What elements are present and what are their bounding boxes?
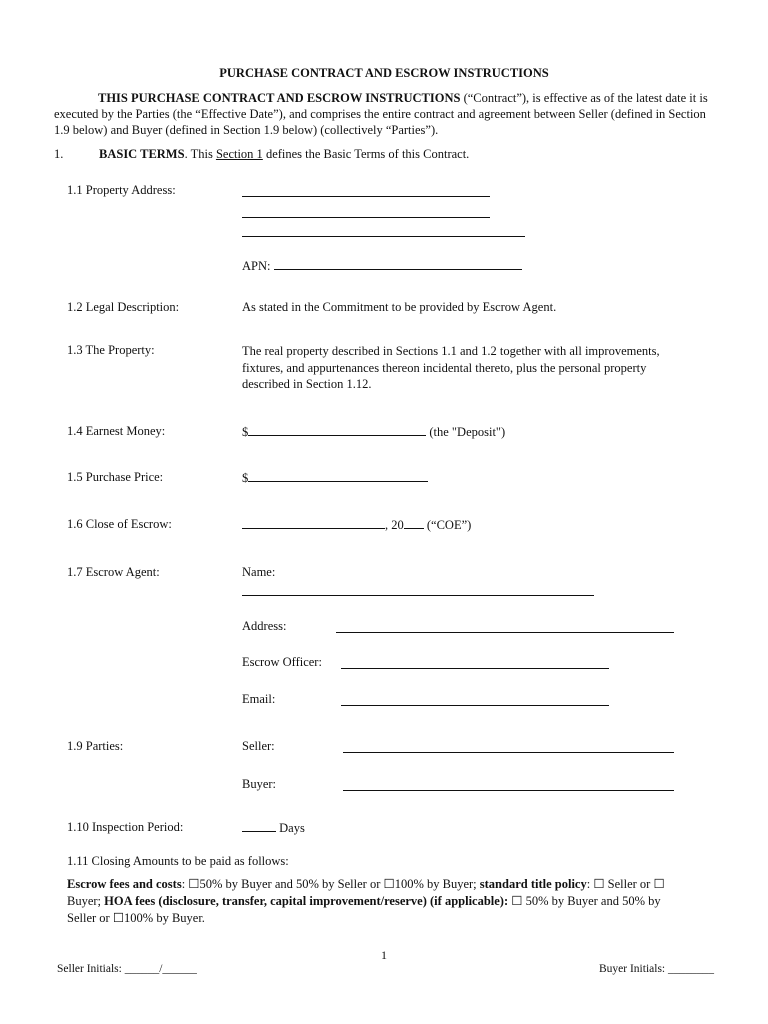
purchase-price-label: 1.5 Purchase Price:	[67, 470, 164, 484]
the-property-label: 1.3 The Property:	[67, 343, 155, 357]
close-of-escrow-year-field[interactable]	[404, 517, 424, 529]
section-1-heading: BASIC TERMS	[99, 147, 185, 161]
title-policy-text: : ☐ Seller or ☐ Buyer;	[67, 877, 665, 908]
buyer-initials[interactable]: Buyer Initials: ________	[599, 963, 714, 975]
escrow-fees-text: : ☐50% by Buyer and 50% by Seller or ☐100% by Buyer;	[181, 877, 480, 891]
hoa-fees-text: ☐ 50% by Buyer and 50% by Seller or ☐100% by Buyer.	[67, 894, 661, 925]
close-of-escrow-suffix: (“COE”)	[426, 518, 472, 532]
parties-label: 1.9 Parties:	[67, 739, 124, 753]
page-number: 1	[381, 948, 387, 962]
escrow-officer-label: Escrow Officer:	[242, 655, 322, 669]
seller-initials[interactable]: Seller Initials: ______/______	[57, 963, 197, 975]
purchase-price-field[interactable]	[248, 470, 428, 482]
escrow-agent-name-label: Name:	[242, 565, 276, 579]
the-property-value: The real property described in Sections 1.1 and 1.2 together with all improvements, fixtures, and appurtenances thereon incidental thereto, plus the personal property described in Section 1.12.	[242, 344, 660, 391]
inspection-period-label: 1.10 Inspection Period:	[67, 820, 184, 834]
seller-field[interactable]	[343, 752, 674, 753]
section-1-heading-line	[99, 147, 469, 162]
intro-paragraph	[54, 90, 714, 138]
escrow-agent-name-field[interactable]	[242, 595, 594, 596]
earnest-money-row	[242, 424, 505, 440]
inspection-period-row	[242, 820, 305, 836]
legal-description-label: 1.2 Legal Description:	[67, 300, 180, 314]
property-address-line-2[interactable]	[242, 217, 490, 218]
seller-label: Seller:	[242, 739, 275, 753]
earnest-money-label: 1.4 Earnest Money:	[67, 424, 166, 438]
section-1-text-post: defines the Basic Terms of this Contract.	[262, 147, 470, 161]
closing-amounts-label: 1.11 Closing Amounts to be paid as follows:	[67, 854, 289, 868]
inspection-period-field[interactable]	[242, 820, 276, 832]
purchase-price-dollar: $	[242, 471, 249, 485]
escrow-email-field[interactable]	[341, 705, 609, 706]
apn-row	[242, 258, 522, 274]
legal-description-value: As stated in the Commitment to be provided by Escrow Agent.	[242, 300, 557, 314]
section-1-link: Section 1	[215, 147, 263, 161]
hoa-fees-label: HOA fees (disclosure, transfer, capital improvement/reserve) (if applicable):	[104, 894, 509, 908]
title-policy-label: standard title policy	[479, 877, 587, 891]
section-1-text-pre: . This	[184, 147, 216, 161]
earnest-money-suffix: (the "Deposit")	[429, 425, 506, 439]
apn-label: APN:	[242, 259, 271, 273]
buyer-label: Buyer:	[242, 777, 277, 791]
intro-text: (“Contract”), is effective as of the latest date it is executed by the Parties (the “Effective Date”), and comprises the entire contract and agreement between Seller (defined in Section 1.9 below) and Buyer (defined in Section 1.9 below) (collectively “Parties”).	[54, 91, 708, 137]
document-title: PURCHASE CONTRACT AND ESCROW INSTRUCTIONS	[219, 66, 549, 80]
escrow-fees-label: Escrow fees and costs	[67, 877, 182, 891]
escrow-agent-label: 1.7 Escrow Agent:	[67, 565, 160, 579]
property-address-label: 1.1 Property Address:	[67, 183, 176, 197]
property-address-line-1[interactable]	[242, 196, 490, 197]
close-of-escrow-year-prefix: , 20	[385, 518, 404, 532]
escrow-email-label: Email:	[242, 692, 276, 706]
property-address-line-3[interactable]	[242, 236, 525, 237]
purchase-price-row	[242, 470, 428, 486]
apn-field[interactable]	[274, 258, 522, 270]
intro-bold-lead: THIS PURCHASE CONTRACT AND ESCROW INSTRUCTIONS	[98, 91, 461, 105]
escrow-agent-address-label: Address:	[242, 619, 287, 633]
buyer-field[interactable]	[343, 790, 674, 791]
earnest-money-field[interactable]	[248, 424, 426, 436]
escrow-agent-address-field[interactable]	[336, 632, 674, 633]
close-of-escrow-row	[242, 517, 471, 533]
earnest-money-dollar: $	[242, 425, 249, 439]
section-1-number: 1.	[54, 147, 64, 161]
closing-amounts-paragraph	[67, 876, 687, 927]
close-of-escrow-label: 1.6 Close of Escrow:	[67, 517, 172, 531]
inspection-period-days: Days	[279, 821, 305, 835]
close-of-escrow-date-field[interactable]	[242, 517, 385, 529]
escrow-officer-field[interactable]	[341, 668, 609, 669]
